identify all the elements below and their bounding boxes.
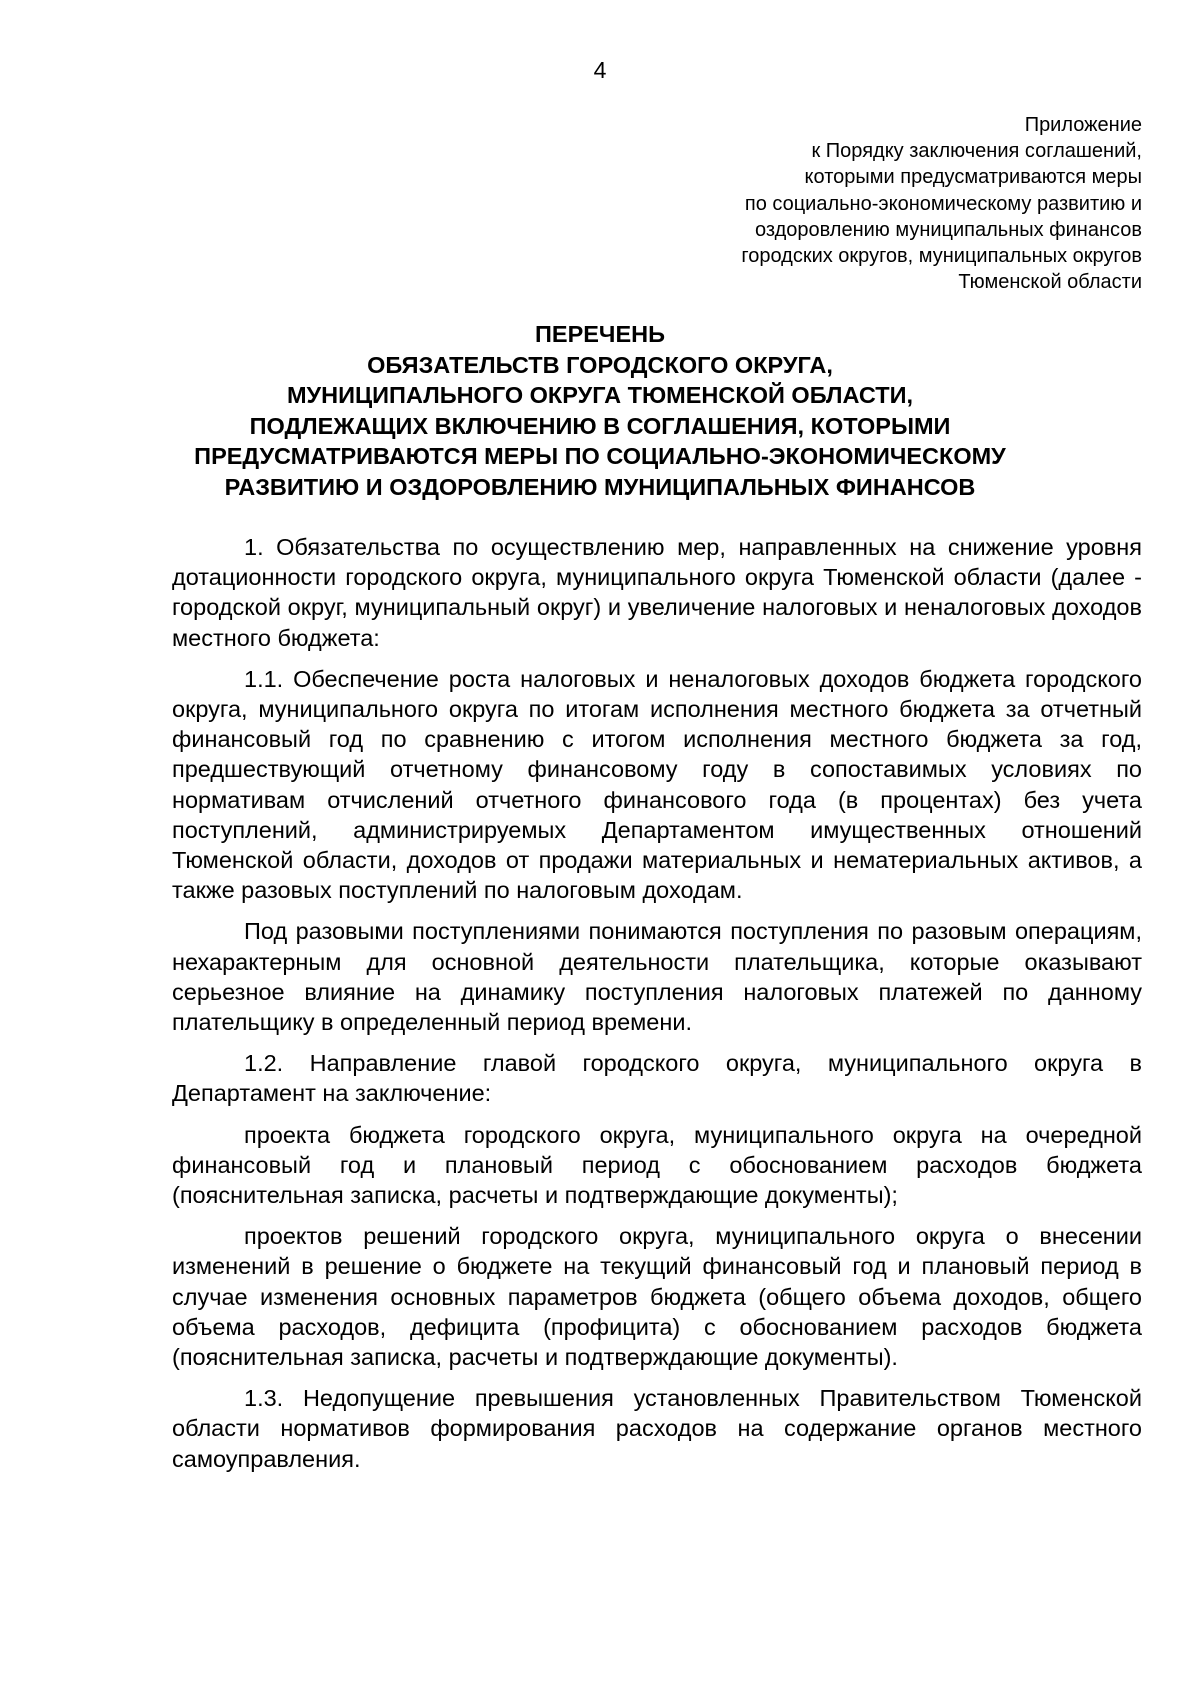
appendix-block bbox=[542, 112, 1142, 295]
paragraph-1: 1. Обязательства по осуществлению мер, направленных на снижение уровня дотационности городского округа, муниципального округа Тюменской области (далее - городской округ, муниципальный округ) и увеличение налоговых и неналоговых доходов местного бюджета: bbox=[172, 534, 1142, 651]
appendix-line: к Порядку заключения соглашений, bbox=[811, 140, 1142, 163]
title-line: ПРЕДУСМАТРИВАЮТСЯ МЕРЫ ПО СОЦИАЛЬНО-ЭКОНОМИЧЕСКОМУ bbox=[194, 443, 1006, 469]
title-line: ПЕРЕЧЕНЬ bbox=[535, 321, 665, 347]
appendix-line: по социально-экономическому развитию и bbox=[744, 192, 1142, 215]
appendix-line: городских округов, муниципальных округов bbox=[741, 245, 1142, 268]
paragraph-1-2: 1.2. Направление главой городского округа, муниципального округа в Департамент на заключение: bbox=[172, 1050, 1142, 1107]
title-line: РАЗВИТИЮ И ОЗДОРОВЛЕНИЮ МУНИЦИПАЛЬНЫХ ФИНАНСОВ bbox=[224, 473, 976, 500]
appendix-line: которыми предусматриваются меры bbox=[804, 166, 1142, 189]
document-body bbox=[172, 532, 1142, 1485]
paragraph-1-3: 1.3. Недопущение превышения установленных Правительством Тюменской области нормативов формирования расходов на содержание органов местного самоуправления. bbox=[172, 1385, 1142, 1472]
title-line: ОБЯЗАТЕЛЬСТВ ГОРОДСКОГО ОКРУГА, bbox=[367, 351, 833, 378]
paragraph-budget-amendments: проектов решений городского округа, муниципального округа о внесении изменений в решение о бюджете на текущий финансовый год и плановый период в случае изменения основных параметров бюджета (общего объема доходов, общего объема расходов, дефицита (профицита) с обоснованием расходов бюджета (пояснительная записка, расчеты и подтверждающие документы). bbox=[172, 1223, 1142, 1371]
paragraph-budget-draft: проекта бюджета городского округа, муниципального округа на очередной финансовый год и плановый период с обоснованием расходов бюджета (пояснительная записка, расчеты и подтверждающие документы); bbox=[172, 1121, 1142, 1209]
appendix-line: Приложение bbox=[1024, 114, 1142, 136]
paragraph-1-1: 1.1. Обеспечение роста налоговых и неналоговых доходов бюджета городского округа, муниципального округа по итогам исполнения местного бюджета за отчетный финансовый год по сравнению с итогом исполнения местного бюджета за год, предшествующий отчетному финансовому году в сопоставимых условиях по нормативам отчислений отчетного финансового года (в процентах) без учета поступлений, администрируемых Департаментом имущественных отношений Тюменской области, доходов от продажи материальных и нематериальных активов, а также разовых поступлений по налоговым доходам. bbox=[172, 665, 1142, 904]
title-line: МУНИЦИПАЛЬНОГО ОКРУГА ТЮМЕНСКОЙ ОБЛАСТИ, bbox=[286, 382, 914, 408]
appendix-line: оздоровлению муниципальных финансов bbox=[754, 218, 1142, 241]
title-line: ПОДЛЕЖАЩИХ ВКЛЮЧЕНИЮ В СОГЛАШЕНИЯ, КОТОРЫМИ bbox=[249, 412, 951, 439]
appendix-line: Тюменской области bbox=[958, 271, 1142, 294]
page-number: 4 bbox=[593, 57, 607, 83]
paragraph-one-time-receipts: Под разовыми поступлениями понимаются поступления по разовым операциям, нехарактерным для основной деятельности плательщика, которые оказывают серьезное влияние на динамику поступления налоговых платежей по данному плательщику в определенный период времени. bbox=[172, 918, 1142, 1036]
document-title bbox=[150, 319, 1050, 502]
